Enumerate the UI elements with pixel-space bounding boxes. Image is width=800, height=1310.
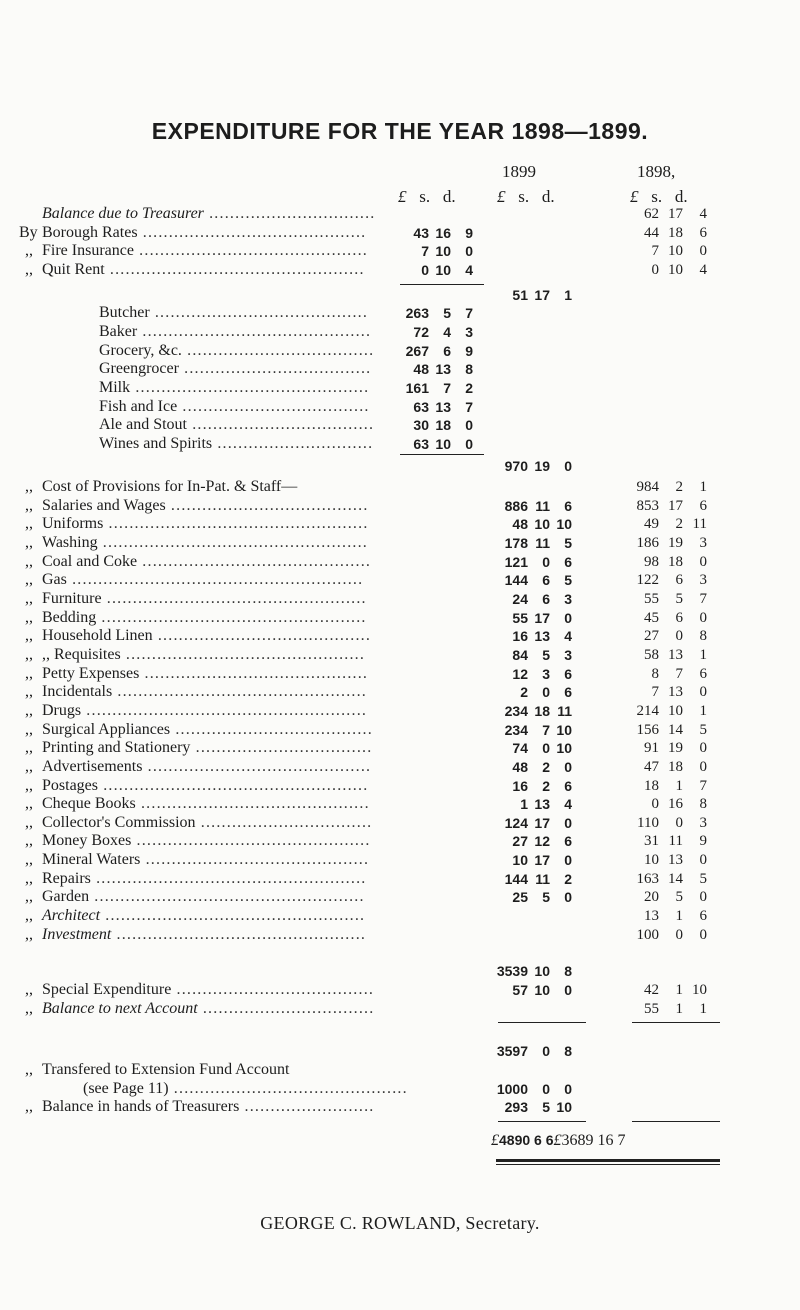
row-label: Postages xyxy=(42,776,98,794)
row-prefix: ,, xyxy=(25,260,33,278)
dot-leader: ...................................... xyxy=(170,720,373,738)
dot-leader: ................................................... xyxy=(97,534,368,552)
amount-1899: 1000 0 0 xyxy=(496,1080,572,1097)
provision-milk xyxy=(19,379,369,397)
provision-amount: 161 7 2 xyxy=(405,379,473,396)
column-rule xyxy=(400,284,484,285)
column-rule xyxy=(498,1022,586,1023)
row-prefix: ,, xyxy=(25,496,33,514)
row-money-boxes xyxy=(19,832,371,850)
header-pence: d. xyxy=(674,187,688,206)
row-prefix: ,, xyxy=(25,683,33,701)
header-pence: d. xyxy=(442,187,456,206)
amount-1898: 186 19 3 xyxy=(636,535,707,552)
row-label: Butcher xyxy=(99,304,150,322)
row-label: Balance due to Treasurer xyxy=(42,205,204,222)
row-borough-rates xyxy=(19,224,366,242)
row-label: Washing xyxy=(42,534,98,552)
amount-1898: 62 17 4 xyxy=(644,206,707,222)
header-old-lsd xyxy=(630,187,688,207)
pound-sign: £ xyxy=(491,1131,499,1149)
row-coal-and-coke xyxy=(19,553,371,571)
dot-leader: .................................... xyxy=(181,341,375,359)
dot-leader: ........................................... xyxy=(137,223,367,241)
row-prefix: ,, xyxy=(25,832,33,850)
row-garden xyxy=(19,888,365,906)
row-prefix: ,, xyxy=(25,776,33,794)
row-label: Investment xyxy=(42,925,112,943)
dot-leader: .................................................. xyxy=(103,515,369,533)
header-pound: £ xyxy=(630,187,639,206)
amount-1898: 7 13 0 xyxy=(651,684,707,701)
row-fire-insurance xyxy=(19,242,368,260)
amount-1899: 886 11 6 xyxy=(504,497,572,514)
row-mineral-waters xyxy=(19,851,369,869)
row-label: Fire Insurance xyxy=(42,242,134,260)
amount-1898: 31 11 9 xyxy=(644,833,707,850)
amount-1898: 0 10 4 xyxy=(651,261,707,278)
row-label: Balance in hands of Treasurers xyxy=(42,1098,240,1116)
amount-1898: 98 18 0 xyxy=(644,553,707,570)
row-prefix: ,, xyxy=(25,795,33,813)
dot-leader: ................................................ xyxy=(112,683,368,701)
row-prefix: ,, xyxy=(25,645,33,663)
dot-leader: ............................................ xyxy=(135,795,370,813)
row-prefix: ,, xyxy=(25,608,33,626)
subtotal-1899: 3597 0 8 xyxy=(496,1043,572,1060)
row-transfer-extension xyxy=(19,1061,289,1079)
row-label: Cheque Books xyxy=(42,795,136,813)
dot-leader: .............................. xyxy=(212,434,374,452)
amount-1898: 100 0 0 xyxy=(636,926,707,943)
row-label: Gas xyxy=(42,571,67,589)
amount-1898: 984 2 1 xyxy=(636,479,707,496)
footer-signature: GEORGE C. ROWLAND, Secretary. xyxy=(260,1212,540,1233)
amount-1898: 45 6 0 xyxy=(644,609,707,626)
page-title: EXPENDITURE FOR THE YEAR 1898—1899. xyxy=(151,118,649,144)
subcolumn-amount: 0 10 4 xyxy=(421,261,473,278)
row-label: Milk xyxy=(99,378,131,396)
row-gas xyxy=(19,571,363,589)
dot-leader: ............................................. xyxy=(130,378,370,396)
dot-leader: .................................... xyxy=(178,360,372,378)
row-cost-of-provisions xyxy=(19,478,297,496)
amount-1899: 57 10 0 xyxy=(512,982,572,998)
amount-1898: 18 1 7 xyxy=(644,777,707,794)
header-shillings: s. xyxy=(419,187,431,206)
row-drugs xyxy=(19,702,367,720)
row-label: Wines and Spirits xyxy=(99,434,213,452)
row-prefix: ,, xyxy=(25,869,33,887)
dot-leader: ............................................. xyxy=(168,1079,408,1097)
provision-wines-and-spirits xyxy=(19,435,373,453)
amount-1898: 156 14 5 xyxy=(636,721,707,738)
header-pound: £ xyxy=(398,187,407,206)
row-label: Cost of Provisions for In-Pat. & Staff— xyxy=(42,478,298,496)
amount-1899: 48 2 0 xyxy=(512,758,572,775)
row-label: Bedding xyxy=(42,608,97,626)
amount-1898: 8 7 6 xyxy=(651,665,707,682)
provision-grocery-c- xyxy=(19,342,374,360)
amount-1898: 110 0 3 xyxy=(637,814,707,831)
row-label: Mineral Waters xyxy=(42,851,141,869)
dot-leader: ........................................... xyxy=(139,664,369,682)
dot-leader: ................................. xyxy=(197,999,375,1017)
subcolumn-amount: 7 10 0 xyxy=(421,243,473,260)
dot-leader: ........................................................ xyxy=(66,571,364,589)
double-rule xyxy=(496,1159,720,1162)
amount-1899: 27 12 6 xyxy=(512,833,572,850)
row-label: Coal and Coke xyxy=(42,552,138,570)
row-prefix: ,, xyxy=(25,981,33,998)
row-prefix: ,, xyxy=(25,851,33,869)
dot-leader: ................................... xyxy=(187,416,375,434)
row-label: Household Linen xyxy=(42,627,153,645)
row-label: Salaries and Wages xyxy=(42,496,166,514)
row-label: Advertisements xyxy=(42,757,143,775)
pound-sign: £ xyxy=(553,1131,562,1149)
amount-1898: 47 18 0 xyxy=(644,758,707,775)
row-investment xyxy=(19,926,366,944)
amount-1899: 144 6 5 xyxy=(504,572,572,589)
row-prefix: ,, xyxy=(25,590,33,607)
row-prefix: ,, xyxy=(25,1060,33,1078)
header-pence: d. xyxy=(541,187,555,206)
provision-ale-and-stout xyxy=(19,416,374,434)
row-prefix: ,, xyxy=(25,478,33,496)
row-prefix: ,, xyxy=(25,534,33,552)
row-bedding xyxy=(19,609,367,627)
dot-leader: ...................................... xyxy=(165,496,369,514)
row-balance-due-to-treasurer xyxy=(19,205,376,223)
amount-1899: 121 0 6 xyxy=(504,553,572,570)
dot-leader: ................................................... xyxy=(98,776,369,794)
amount-1898: 214 10 1 xyxy=(636,702,707,719)
row-quit-rent xyxy=(19,261,365,279)
amount-1899: 48 10 10 xyxy=(512,516,572,533)
row-printing-and-stationery xyxy=(19,739,372,757)
row-postages xyxy=(19,777,368,795)
row-uniforms xyxy=(19,515,369,533)
dot-leader: ........................................... xyxy=(140,851,370,869)
dot-leader: .................................................... xyxy=(90,869,367,887)
row-prefix: ,, xyxy=(25,925,33,943)
row-incidentals xyxy=(19,683,367,701)
row-label: Baker xyxy=(99,322,138,340)
amount-1898: 44 18 6 xyxy=(644,224,707,241)
row-label: Special Expenditure xyxy=(42,981,172,998)
amount-1898: 853 17 6 xyxy=(636,497,707,514)
header-shillings: s. xyxy=(518,187,530,206)
dot-leader: ............................................. xyxy=(131,832,371,850)
grand-total-1898: 3689 16 7 xyxy=(561,1131,626,1149)
dot-leader: ........................................... xyxy=(142,757,372,775)
dot-leader: ................................. xyxy=(195,813,373,831)
row-salaries-and-wages xyxy=(19,497,369,515)
amount-1898: 27 0 8 xyxy=(644,628,707,645)
amount-1898: 163 14 5 xyxy=(636,870,707,887)
amount-1899: 234 7 10 xyxy=(504,721,572,738)
grand-totals xyxy=(491,1131,626,1150)
column-rule xyxy=(498,1121,586,1122)
provision-amount: 267 6 9 xyxy=(405,342,473,359)
row-surgical-appliances xyxy=(19,721,373,739)
row-architect xyxy=(19,907,365,925)
dot-leader: .............................................. xyxy=(120,645,366,663)
provision-amount: 263 5 7 xyxy=(405,305,473,322)
provision-butcher xyxy=(19,304,368,322)
amount-1899: 178 11 5 xyxy=(504,535,572,552)
row-prefix: ,, xyxy=(25,571,33,589)
amount-1899: 12 3 6 xyxy=(512,665,572,682)
row-prefix: ,, xyxy=(25,739,33,757)
amount-1899: 124 17 0 xyxy=(504,814,572,831)
row-prefix: ,, xyxy=(25,552,33,570)
amount-1898: 7 10 0 xyxy=(651,243,707,260)
amount-1898: 55 1 1 xyxy=(644,1000,707,1017)
row-label: Balance to next Account xyxy=(42,999,198,1017)
row-label: Borough Rates xyxy=(42,223,138,241)
dot-leader: .................................... xyxy=(177,397,370,415)
row-cheque-books xyxy=(19,795,370,813)
row-label: Grocery, &c. xyxy=(99,341,182,359)
amount-1899: 1 13 4 xyxy=(520,796,572,813)
provision-amount: 48 13 8 xyxy=(413,361,473,378)
dot-leader: ...................................................... xyxy=(81,701,368,719)
dot-leader: .................................................. xyxy=(100,907,366,925)
dot-leader: ......................................... xyxy=(152,627,372,645)
row-prefix: ,, xyxy=(25,999,33,1017)
dot-leader: ......................... xyxy=(239,1098,375,1116)
amount-1899: 16 13 4 xyxy=(512,628,572,645)
amount-1898: 49 2 11 xyxy=(644,516,707,533)
row-balance-treasurers xyxy=(19,1098,375,1116)
provision-baker xyxy=(19,323,371,341)
amount-1899: 74 0 10 xyxy=(512,740,572,757)
amount-1899-total: 51 17 1 xyxy=(512,286,572,303)
amount-1898: 20 5 0 xyxy=(644,889,707,906)
amount-1899: 24 6 3 xyxy=(512,591,572,607)
amount-1899: 25 5 0 xyxy=(512,889,572,906)
amount-1898: 122 6 3 xyxy=(636,572,707,589)
column-rule xyxy=(400,454,484,455)
provision-fish-and-ice xyxy=(19,398,370,416)
row-washing xyxy=(19,534,368,552)
provision-amount: 63 13 7 xyxy=(413,398,473,415)
row-prefix: ,, xyxy=(25,888,33,906)
subcolumn-amount: 43 16 9 xyxy=(413,224,473,241)
amount-1898: 13 1 6 xyxy=(644,908,707,925)
row-prefix: By xyxy=(19,223,38,241)
header-new-lsd xyxy=(497,187,555,207)
subtotal-1899: 3539 10 8 xyxy=(496,963,572,980)
provision-amount: 72 4 3 xyxy=(413,323,473,340)
row-prefix: ,, xyxy=(25,515,33,533)
row-label: Uniforms xyxy=(42,515,104,533)
row-label: Printing and Stationery xyxy=(42,739,191,757)
row-label: Transfered to Extension Fund Account xyxy=(42,1060,290,1078)
dot-leader: ......................................... xyxy=(149,304,369,322)
row-label: Greengrocer xyxy=(99,360,179,378)
provisions-total: 970 19 0 xyxy=(504,458,572,475)
amount-1898: 55 5 7 xyxy=(644,591,707,607)
dot-leader: ............................................ xyxy=(137,322,372,340)
row-label: Architect xyxy=(42,907,101,925)
dot-leader: ............................................ xyxy=(137,552,372,570)
row-prefix: ,, xyxy=(25,242,33,260)
provision-greengrocer xyxy=(19,360,371,378)
header-pound: £ xyxy=(497,187,506,206)
header-1899: 1899 xyxy=(502,162,536,181)
amount-1899: 293 5 10 xyxy=(504,1099,572,1116)
row-prefix: ,, xyxy=(25,907,33,925)
row-label: Surgical Appliances xyxy=(42,720,171,738)
row-prefix: ,, xyxy=(25,664,33,682)
row-prefix: ,, xyxy=(25,1098,33,1116)
row-label: Drugs xyxy=(42,701,82,719)
row-prefix: ,, xyxy=(25,757,33,775)
amount-1899: 84 5 3 xyxy=(512,646,572,663)
amount-1898: 58 13 1 xyxy=(644,646,707,663)
header-shillings: s. xyxy=(651,187,663,206)
row-prefix: ,, xyxy=(25,701,33,719)
amount-1899: 2 0 6 xyxy=(520,684,572,701)
row-petty-expenses xyxy=(19,665,368,683)
row--requisites xyxy=(19,646,365,664)
row-transfer-page-ref xyxy=(60,1080,408,1098)
row-household-linen xyxy=(19,627,371,645)
row-label: Money Boxes xyxy=(42,832,132,850)
row-label: ,, Requisites xyxy=(42,645,121,663)
row-label: Garden xyxy=(42,888,90,906)
row-balance-to-next-account xyxy=(19,1000,374,1018)
grand-total-1899: 4890 6 6 xyxy=(499,1131,554,1148)
dot-leader: .................................................... xyxy=(89,888,365,906)
dot-leader: ................................ xyxy=(203,205,376,222)
amount-1899: 16 2 6 xyxy=(512,777,572,794)
row-label: Ale and Stout xyxy=(99,416,187,434)
row-collector-s-commission xyxy=(19,814,372,832)
row-label: Repairs xyxy=(42,869,91,887)
amount-1898: 42 1 10 xyxy=(644,982,707,998)
row-prefix: ,, xyxy=(25,720,33,738)
row-label: Collector's Commission xyxy=(42,813,196,831)
amount-1898: 10 13 0 xyxy=(644,852,707,869)
dot-leader: ................................................ xyxy=(111,925,367,943)
row-furniture xyxy=(19,590,367,608)
row-label: Quit Rent xyxy=(42,260,105,278)
dot-leader: .................................................. xyxy=(101,590,367,607)
double-rule xyxy=(496,1164,720,1165)
row-prefix: ,, xyxy=(25,627,33,645)
amount-1898: 0 16 8 xyxy=(651,796,707,813)
row-label: Incidentals xyxy=(42,683,113,701)
dot-leader: .................................. xyxy=(190,739,373,757)
row-prefix: ,, xyxy=(25,813,33,831)
dot-leader: ...................................... xyxy=(171,981,375,998)
row-label: Petty Expenses xyxy=(42,664,140,682)
dot-leader: ................................................. xyxy=(104,260,365,278)
amount-1899: 10 17 0 xyxy=(512,852,572,869)
provision-amount: 63 10 0 xyxy=(413,435,473,452)
dot-leader: ................................................... xyxy=(96,608,367,626)
amount-1899: 234 18 11 xyxy=(504,702,572,719)
amount-1898: 91 19 0 xyxy=(644,740,707,757)
amount-1899: 55 17 0 xyxy=(512,609,572,626)
header-sub-lsd xyxy=(398,187,456,207)
header-1898: 1898, xyxy=(637,162,676,181)
provision-amount: 30 18 0 xyxy=(413,417,473,434)
row-label: (see Page 11) xyxy=(83,1079,169,1097)
row-label: Fish and Ice xyxy=(99,397,178,415)
row-advertisements xyxy=(19,758,371,776)
column-rule xyxy=(632,1121,720,1122)
column-rule xyxy=(632,1022,720,1023)
row-label: Furniture xyxy=(42,590,102,607)
row-repairs xyxy=(19,870,366,888)
dot-leader: ............................................ xyxy=(133,242,368,260)
amount-1899: 144 11 2 xyxy=(504,870,572,887)
row-special-expenditure xyxy=(19,981,374,999)
